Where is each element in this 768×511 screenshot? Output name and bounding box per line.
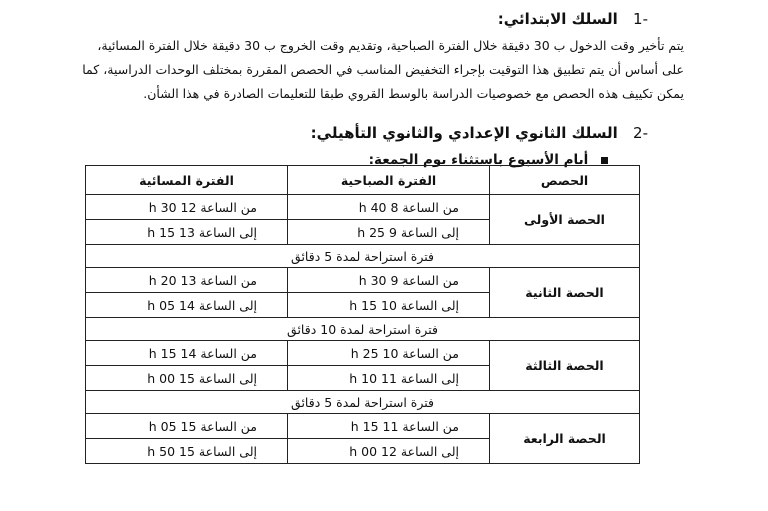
table-row: [86, 268, 640, 293]
bullet-text: أيام الأسبوع باستثناء يوم الجمعة:: [368, 152, 589, 168]
period-label: الحصة الثانية: [490, 268, 640, 318]
section1-line-2: على أساس أن يتم تطبيق هذا التوقيت بإجراء التخفيض المناسب في الحصص المقررة بمختلف الوحدات الدراسية، كما: [82, 62, 684, 77]
section2-number: -2: [633, 124, 648, 142]
morning-end: إلى الساعة 12 h 00: [288, 439, 490, 464]
header-evening: الفترة المسائية: [86, 166, 288, 195]
bullet-square-icon: [601, 157, 608, 164]
evening-start: من الساعة 13 h 20: [86, 268, 288, 293]
break-row: [86, 318, 640, 341]
table-row: [86, 195, 640, 220]
evening-end: إلى الساعة 15 h 00: [86, 366, 288, 391]
morning-end: إلى الساعة 11 h 10: [288, 366, 490, 391]
morning-start: من الساعة 11 h 15: [288, 414, 490, 439]
table-row: [86, 414, 640, 439]
morning-end: إلى الساعة 10 h 15: [288, 293, 490, 318]
period-label: الحصة الثالثة: [490, 341, 640, 391]
period-label: الحصة الرابعة: [490, 414, 640, 464]
morning-start: من الساعة 10 h 25: [288, 341, 490, 366]
evening-end: إلى الساعة 13 h 15: [86, 220, 288, 245]
section1-title: السلك الابتدائي:: [497, 10, 618, 28]
section1-number: -1: [633, 10, 648, 28]
section1-line-1: يتم تأخير وقت الدخول ب 30 دقيقة خلال الفترة الصباحية، وتقديم وقت الخروج ب 30 دقيقة خلال الفترة المسائية،: [97, 38, 684, 53]
section1-heading: [498, 10, 648, 28]
break-label: فترة استراحة لمدة 5 دقائق: [86, 245, 640, 268]
evening-start: من الساعة 15 h 05: [86, 414, 288, 439]
morning-start: من الساعة 8 h 40: [288, 195, 490, 220]
section2-heading: [311, 124, 648, 142]
evening-end: إلى الساعة 15 h 50: [86, 439, 288, 464]
break-row: [86, 391, 640, 414]
evening-end: إلى الساعة 14 h 05: [86, 293, 288, 318]
morning-end: إلى الساعة 9 h 25: [288, 220, 490, 245]
header-sessions: الحصص: [490, 166, 640, 195]
schedule-table: [85, 165, 640, 464]
evening-start: من الساعة 12 h 30: [86, 195, 288, 220]
table-row: [86, 341, 640, 366]
table-header-row: [86, 166, 640, 195]
morning-start: من الساعة 9 h 30: [288, 268, 490, 293]
evening-start: من الساعة 14 h 15: [86, 341, 288, 366]
section2-title: السلك الثانوي الإعدادي والثانوي التأهيلي:: [310, 124, 618, 142]
section1-line-3: يمكن تكييف هذه الحصص مع خصوصيات الدراسة بالوسط القروي طبقا للتعليمات الصادرة في هذا الشأن.: [143, 86, 684, 101]
break-label: فترة استراحة لمدة 10 دقائق: [86, 318, 640, 341]
break-label: فترة استراحة لمدة 5 دقائق: [86, 391, 640, 414]
period-label: الحصة الأولى: [490, 195, 640, 245]
header-morning: الفترة الصباحية: [288, 166, 490, 195]
break-row: [86, 245, 640, 268]
